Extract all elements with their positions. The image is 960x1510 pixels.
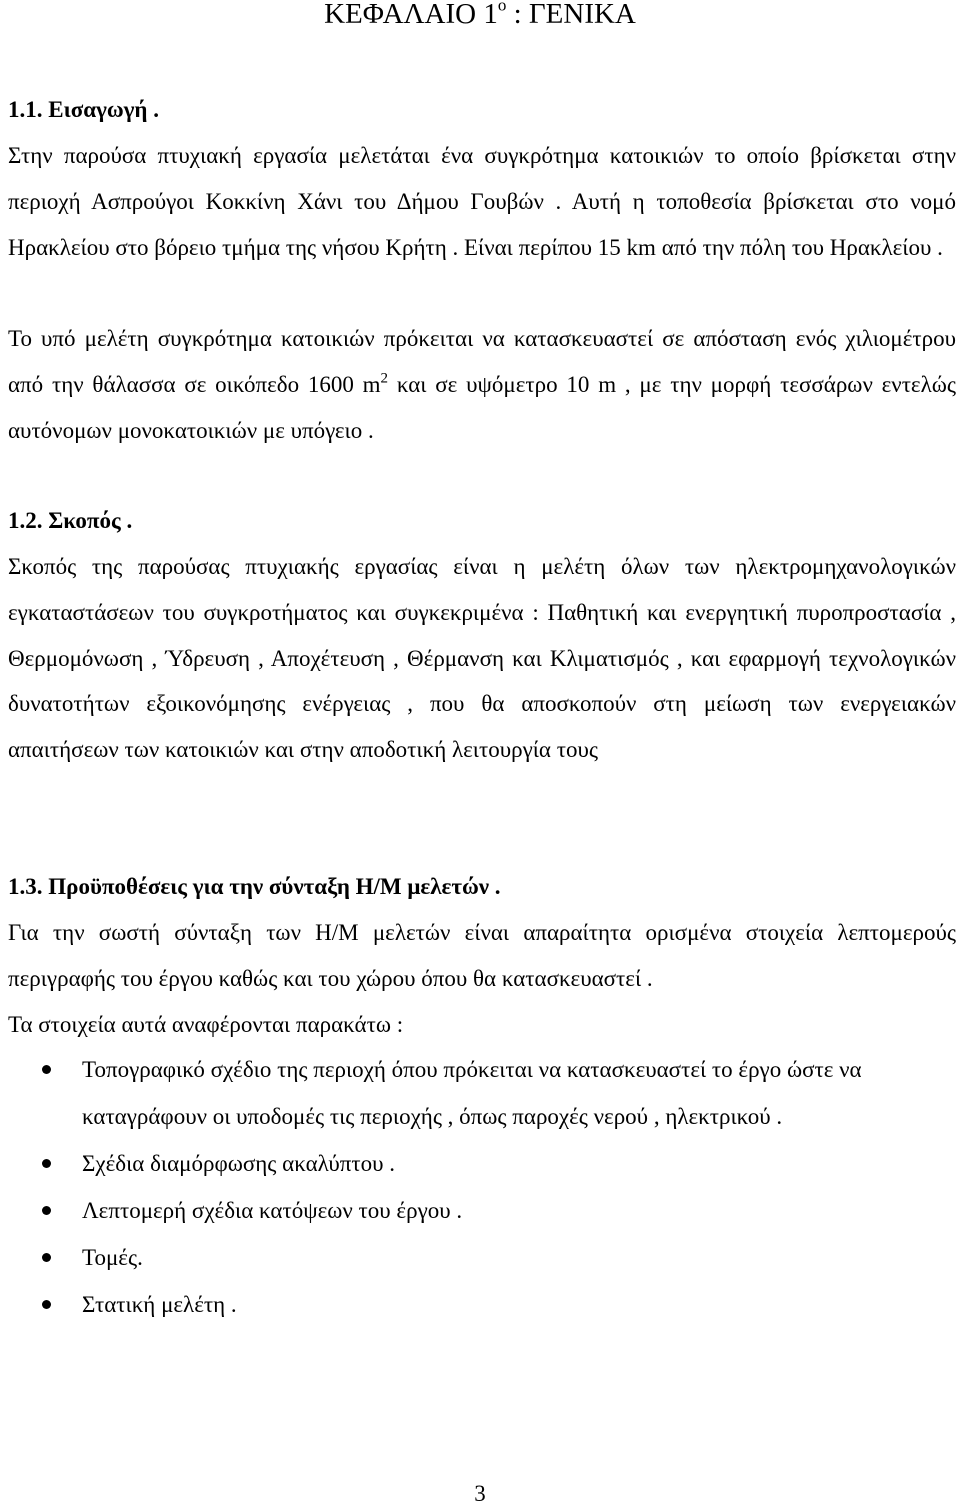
list-item-text: Λεπτομερή σχέδια κατόψεων του έργου . xyxy=(82,1198,463,1223)
list-item xyxy=(0,1187,950,1234)
chapter-title-prefix: ΚΕΦΑΛΑΙΟ 1 xyxy=(324,0,498,30)
list-item-text: Τομές. xyxy=(82,1245,143,1270)
introduction-paragraph-complex xyxy=(8,316,956,453)
list-item xyxy=(0,1046,950,1140)
bullet-icon xyxy=(42,1159,51,1168)
list-item-text: Σχέδια διαμόρφωσης ακαλύπτου . xyxy=(82,1151,396,1176)
prerequisites-list xyxy=(0,1046,960,1328)
list-item xyxy=(0,1234,950,1281)
bullet-icon xyxy=(42,1253,51,1262)
bullet-icon xyxy=(42,1300,51,1309)
section-heading-purpose: 1.2. Σκοπός . xyxy=(8,508,133,533)
list-item-text: Στατική μελέτη . xyxy=(82,1292,237,1317)
list-item-text: Τοπογραφικό σχέδιο της περιοχή όπου πρόκειται να κατασκευαστεί το έργο ώστε να καταγράφουν οι υποδομές τις περιοχής , όπως παροχές νερού , ηλεκτρικού . xyxy=(82,1057,862,1129)
prerequisites-list-intro: Τα στοιχεία αυτά αναφέρονται παρακάτω : xyxy=(8,1012,404,1037)
chapter-title xyxy=(0,0,960,34)
introduction-paragraph-location: Στην παρούσα πτυχιακή εργασία μελετάται ένα συγκρότημα κατοικιών το οποίο βρίσκεται στην περιοχή Ασπρούγοι Κοκκίνη Χάνι του Δήμου Γουβών . Αυτή η τοποθεσία βρίσκεται στο νομό Ηρακλείου στο βόρειο τμήμα της νήσου Κρήτη . Είναι περίπου 15 km από την πόλη του Ηρακλείου . xyxy=(8,143,956,260)
bullet-icon xyxy=(42,1065,51,1074)
section-heading-introduction: 1.1. Εισαγωγή . xyxy=(8,97,159,122)
chapter-title-ordinal: ο xyxy=(497,0,507,15)
bullet-icon xyxy=(42,1206,51,1215)
purpose-paragraph: Σκοπός της παρούσας πτυχιακής εργασίας είναι η μελέτη όλων των ηλεκτρομηχανολογικών εγκαταστάσεων του συγκροτήματος και συγκεκριμένα : Παθητική και ενεργητική πυροπροστασία , Θερμομόνωση , Ύδρευση , Αποχέτευση , Θέρμανση και Κλιματισμός , και εφαρμογή τεχνολογικών δυνατοτήτων εξοικονόμησης ενέργειας , που θα αποσκοπούν στη μείωση των ενεργειακών απαιτήσεων των κατοικιών και στην αποδοτική λειτουργία τους xyxy=(8,554,956,763)
prerequisites-paragraph: Για την σωστή σύνταξη των Η/Μ μελετών είναι απαραίτητα ορισμένα στοιχεία λεπτομερούς περιγραφής του έργου καθώς και του χώρου όπου θα κατασκευαστεί . xyxy=(8,920,956,991)
complex-text-part2: και σε υψόμετρο 10 m , με την μορφή τεσσάρων εντελώς αυτόνομων μονοκατοικιών με υπόγειο . xyxy=(8,371,956,443)
chapter-title-suffix: : ΓΕΝΙΚΑ xyxy=(506,0,636,30)
complex-text-part1: Το υπό μελέτη συγκρότημα κατοικιών πρόκειται να κατασκευαστεί σε απόσταση ενός χιλιομέτρου από την θάλασσα σε οικόπεδο 1600 m xyxy=(8,326,956,397)
list-item xyxy=(0,1281,950,1328)
page-number: 3 xyxy=(474,1481,486,1506)
section-heading-prerequisites: 1.3. Προϋποθέσεις για την σύνταξη Η/Μ μελετών . xyxy=(8,874,501,899)
square-superscript: 2 xyxy=(380,370,389,387)
list-item xyxy=(0,1140,950,1187)
